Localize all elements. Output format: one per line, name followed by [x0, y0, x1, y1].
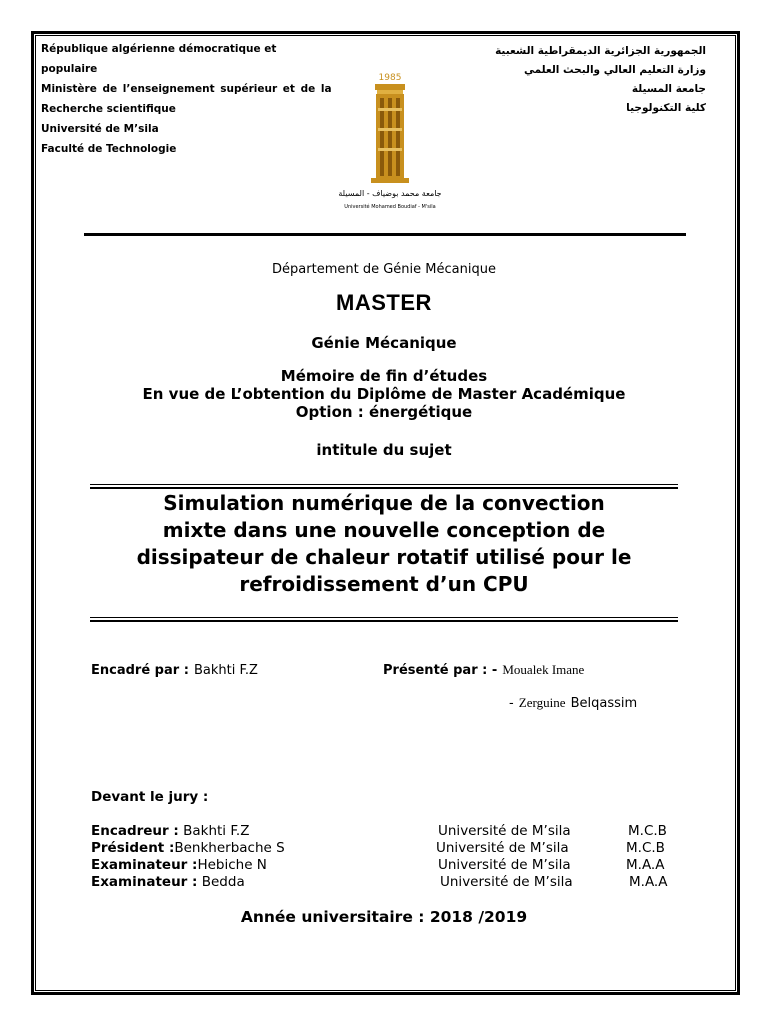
- student-2-first: Zerguine: [518, 695, 566, 710]
- jury-role: Examinateur :: [91, 874, 198, 890]
- department-name: Département de Génie Mécanique: [272, 262, 496, 277]
- subject-rule-bottom-thick: [90, 620, 678, 622]
- subject-rule-bottom: [90, 617, 678, 618]
- encadre-value: Bakhti F.Z: [193, 663, 258, 678]
- jury-grade: M.C.B: [628, 823, 667, 839]
- header-left-block: [41, 39, 366, 159]
- header-right-line: وزارة التعليم العالي والبحث العلمي: [523, 64, 706, 76]
- header-left-line: Faculté de Technologie: [41, 143, 177, 155]
- jury-row: [91, 840, 285, 856]
- header-left-line: Université de M’sila: [41, 123, 159, 135]
- presente-label: Présenté par : -: [383, 663, 498, 678]
- jury-role: Président :: [91, 840, 175, 856]
- subject-line: mixte dans une nouvelle conception de: [162, 518, 606, 542]
- subject-rule-top-thick: [90, 487, 678, 489]
- memoire-block: [0, 367, 768, 421]
- memoire-line: Option : énergétique: [295, 403, 473, 421]
- subject-rule-top: [90, 484, 678, 485]
- jury-university: Université de M’sila: [440, 874, 573, 890]
- header-right-block: [495, 42, 706, 118]
- jury-heading: Devant le jury :: [91, 789, 209, 805]
- jury-role: Encadreur :: [91, 823, 179, 839]
- jury-row: [91, 874, 245, 890]
- header-right-line: جامعة المسيلة: [631, 83, 706, 95]
- header-left-line: populaire: [41, 63, 98, 75]
- header-left-line: République algérienne démocratique et: [41, 43, 277, 55]
- student-2-dash: -: [509, 696, 514, 711]
- jury-university: Université de M’sila: [438, 823, 571, 839]
- header-right-line: الجمهورية الجزائرية الديمقراطية الشعبية: [495, 45, 706, 57]
- jury-grade: M.A.A: [626, 857, 665, 873]
- header-divider: [84, 233, 686, 236]
- header-right-line: كلية التكنولوجيا: [626, 102, 706, 114]
- subject-title: [0, 490, 768, 598]
- jury-university: Université de M’sila: [438, 857, 571, 873]
- university-tower-logo-graphic: [335, 68, 445, 216]
- academic-year: Année universitaire : 2018 /2019: [240, 908, 528, 926]
- student-2-last: Belqassim: [570, 696, 638, 711]
- jury-name: Hebiche N: [197, 857, 267, 873]
- intitule-label: intitule du sujet: [316, 441, 452, 459]
- jury-name: Bedda: [201, 874, 245, 890]
- jury-row: [91, 857, 267, 873]
- subject-line: dissipateur de chaleur rotatif utilisé pour le: [136, 545, 632, 569]
- degree-title: MASTER: [336, 290, 432, 315]
- memoire-line: En vue de L’obtention du Diplôme de Master Académique: [142, 385, 626, 403]
- jury-grade: M.C.B: [626, 840, 665, 856]
- header-left-line: Ministère de l’enseignement supérieur et de la: [41, 83, 332, 95]
- logo-arabic-name: جامعة محمد بوضياف - المسيلة: [338, 189, 442, 198]
- supervisor-line: [91, 659, 258, 678]
- university-tower-logo: [335, 68, 445, 216]
- logo-year: 1985: [378, 73, 402, 83]
- jury-university: Université de M’sila: [436, 840, 569, 856]
- memoire-line: Mémoire de fin d’études: [280, 367, 488, 385]
- subject-line: refroidissement d’un CPU: [239, 572, 529, 596]
- subject-line: Simulation numérique de la convection: [163, 491, 605, 515]
- student-1: Moualek Imane: [502, 662, 585, 677]
- encadre-label: Encadré par :: [91, 663, 189, 678]
- jury-grade: M.A.A: [629, 874, 668, 890]
- jury-role: Examinateur :: [91, 857, 198, 873]
- specialty: Génie Mécanique: [311, 334, 457, 352]
- jury-name: Bakhti F.Z: [183, 823, 250, 839]
- logo-latin-name: Université Mohamed Boudiaf - M'sila: [344, 204, 436, 210]
- presenter-line: [383, 659, 584, 678]
- header-left-line: Recherche scientifique: [41, 103, 176, 115]
- jury-name: Benkherbache S: [174, 840, 285, 856]
- student-2-line: [509, 692, 637, 711]
- jury-row: [91, 823, 249, 839]
